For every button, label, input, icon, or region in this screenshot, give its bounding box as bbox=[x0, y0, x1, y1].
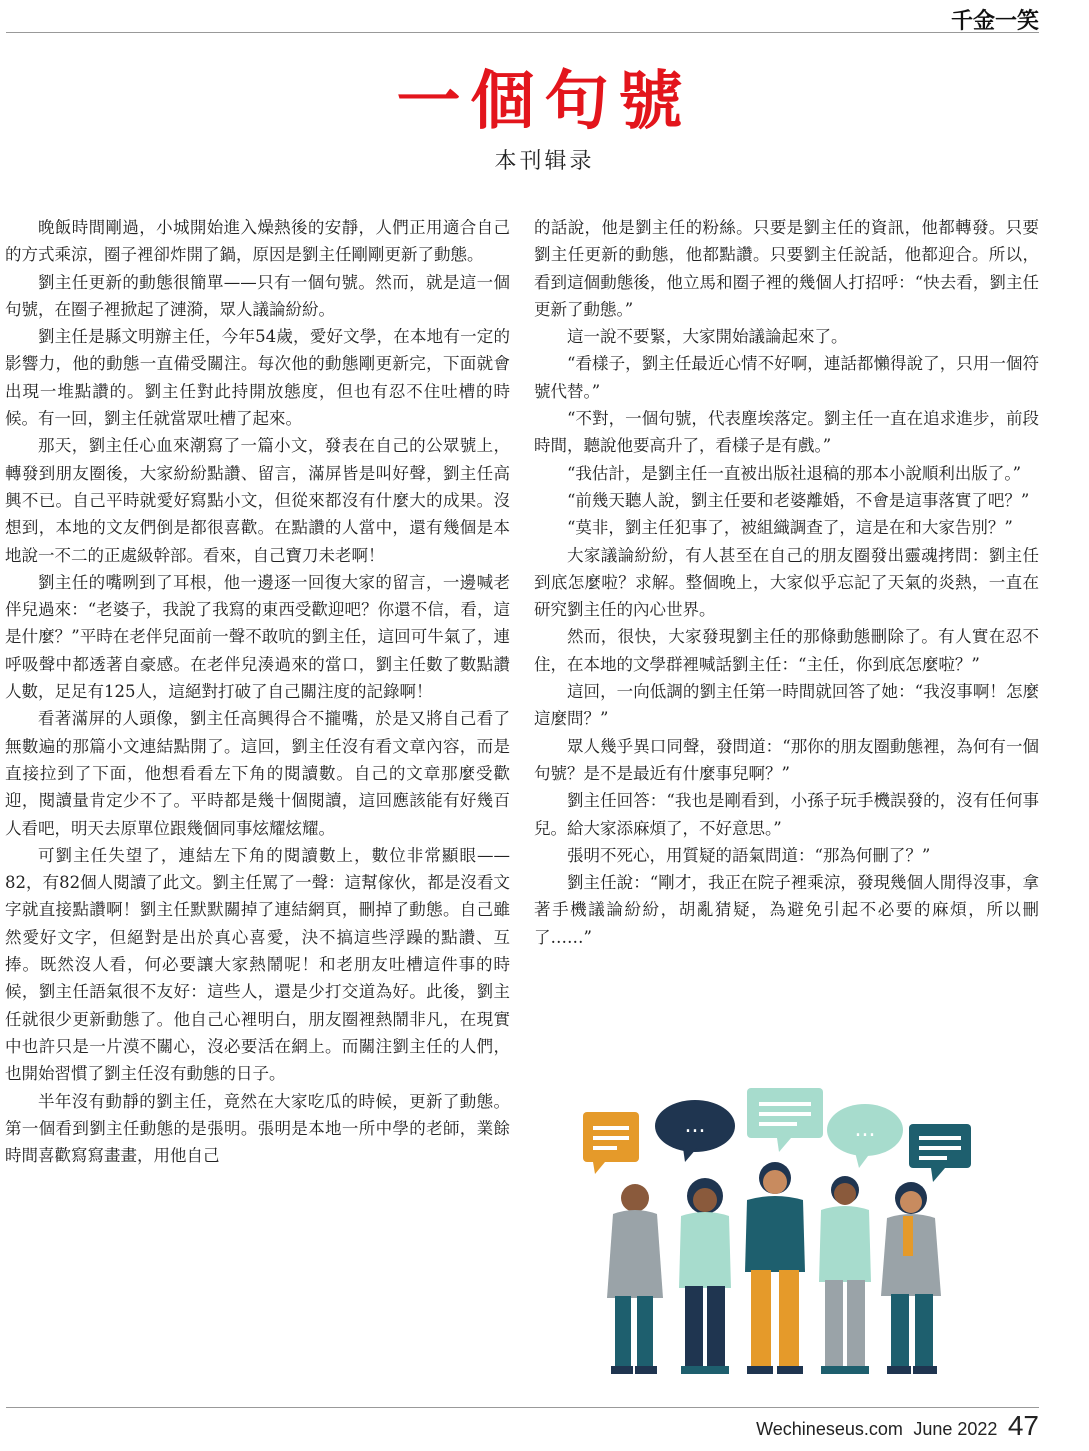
section-tag: 千金一笑 bbox=[950, 8, 1039, 34]
article-column-right bbox=[534, 214, 1039, 951]
speech-bubble-icon bbox=[909, 1124, 971, 1182]
paragraph: “我估計，是劉主任一直被出版社退稿的那本小說順利出版了。” bbox=[567, 463, 1022, 483]
paragraph: 晚飯時間剛過，小城開始進入燥熱後的安靜，人們正用適合自己的方式乘涼，圈子裡卻炸開了鍋，原因是劉主任剛剛更新了動態。 bbox=[5, 218, 510, 265]
article-title: 一個句號 bbox=[396, 65, 693, 139]
speech-bubble-icon bbox=[583, 1112, 639, 1174]
paragraph: “看樣子，劉主任最近心情不好啊，連話都懶得說了，只用一個符號代替。” bbox=[534, 354, 1039, 401]
paragraph: 那天，劉主任心血來潮寫了一篇小文，發表在自己的公眾號上，轉發到朋友圈後，大家紛紛點讚、留言，滿屏皆是叫好聲，劉主任高興不已。自己平時就愛好寫點小文，但從來都沒有什麼大的成果。沒想到，本地的文友們倒是都很喜歡。在點讚的人當中，還有幾個是本地說一不二的正處級幹部。看來，自己寶刀未老啊！ bbox=[5, 436, 510, 565]
paragraph: 然而，很快，大家發現劉主任的那條動態刪除了。有人實在忍不住，在本地的文學群裡喊話劉主任：“主任，你到底怎麼啦？” bbox=[534, 627, 1039, 674]
article-column-left bbox=[5, 214, 510, 1169]
page-number: 47 bbox=[1007, 1410, 1039, 1441]
paragraph: 張明不死心，用質疑的語氣問道：“那為何刪了？” bbox=[567, 845, 931, 865]
paragraph: 半年沒有動靜的劉主任，竟然在大家吃瓜的時候，更新了動態。第一個看到劉主任動態的是張明。張明是本地一所中學的老師，業餘時間喜歡寫寫畫畫，用他自己 bbox=[5, 1091, 510, 1166]
person-figure bbox=[881, 1182, 941, 1374]
paragraph: 劉主任說：“剛才，我正在院子裡乘涼，發現幾個人閒得沒事，拿著手機議論紛紛，胡亂猜疑，為避免引起不必要的麻煩，所以刪了……” bbox=[534, 873, 1039, 947]
person-figure bbox=[745, 1162, 805, 1374]
paragraph: 劉主任更新的動態很簡單——只有一個句號。然而，就是這一個句號，在圈子裡掀起了漣漪，眾人議論紛紛。 bbox=[5, 272, 510, 319]
paragraph: “前幾天聽人說，劉主任要和老婆離婚，不會是這事落實了吧？” bbox=[567, 490, 1030, 510]
paragraph: 劉主任回答：“我也是剛看到，小孫子玩手機誤發的，沒有任何事兒。給大家添麻煩了，不好意思。” bbox=[534, 791, 1039, 838]
top-divider bbox=[6, 32, 1039, 33]
page-footer bbox=[756, 1410, 1039, 1442]
person-figure bbox=[819, 1176, 871, 1374]
byline: 本刊辑录 bbox=[494, 149, 595, 174]
paragraph: 劉主任是縣文明辦主任，今年54歲，愛好文學，在本地有一定的影響力，他的動態一直備受關注。每次他的動態剛更新完，下面就會出現一堆點讚的。劉主任對此持開放態度，但也有忍不住吐槽的時候。有一回，劉主任就當眾吐槽了起來。 bbox=[5, 327, 510, 429]
paragraph: 可劉主任失望了，連結左下角的閱讀數上，數位非常顯眼——82，有82個人閱讀了此文。劉主任罵了一聲：這幫傢伙，都是沒看文字就直接點讚啊！劉主任默默關掉了連結網頁，刪掉了動態。自己雖然愛好文字，但絕對是出於真心喜愛，決不搞這些浮躁的點讚、互捧。既然沒人看，何必要讓大家熱鬧呢！和老朋友吐槽這件事的時候，劉主任語氣很不友好：這些人，還是少打交道為好。此後，劉主任就很少更新動態了。他自己心裡明白，朋友圈裡熱鬧非凡，在現實中也許只是一片漠不關心，沒必要活在網上。而關注劉主任的人們，也開始習慣了劉主任沒有動態的日子。 bbox=[5, 845, 510, 1084]
paragraph: 這一說不要緊，大家開始議論起來了。 bbox=[567, 327, 848, 347]
bubble-dots: ... bbox=[684, 1113, 706, 1138]
paragraph: 眾人幾乎異口同聲，發問道：“那你的朋友圈動態裡，為何有一個句號？是不是最近有什麼事兒啊？” bbox=[534, 736, 1039, 783]
paragraph-continued: 的話說，他是劉主任的粉絲。只要是劉主任的資訊，他都轉發。只要劉主任更新的動態，他都點讚。只要劉主任說話，他都迎合。所以，看到這個動態後，他立馬和圈子裡的幾個人打招呼：“快去看，劉主任更新了動態。” bbox=[534, 218, 1039, 319]
paragraph: 大家議論紛紛，有人甚至在自己的朋友圈發出靈魂拷問：劉主任到底怎麼啦？求解。整個晚上，大家似乎忘記了天氣的炎熱，一直在研究劉主任的內心世界。 bbox=[534, 545, 1039, 620]
paragraph: 這回，一向低調的劉主任第一時間就回答了她：“我沒事啊！怎麼這麼問？” bbox=[534, 682, 1039, 729]
bottom-divider bbox=[6, 1407, 1039, 1408]
person-figure bbox=[679, 1178, 731, 1374]
speech-bubble-icon bbox=[747, 1088, 823, 1152]
speech-bubble-icon bbox=[655, 1100, 735, 1162]
paragraph: “不對，一個句號，代表塵埃落定。劉主任一直在追求進步，前段時間，聽說他要高升了，看樣子是有戲。” bbox=[534, 409, 1039, 456]
paragraph: “莫非，劉主任犯事了，被組織調查了，這是在和大家告別？” bbox=[567, 518, 1013, 538]
paragraph: 看著滿屏的人頭像，劉主任高興得合不攏嘴，於是又將自己看了無數遍的那篇小文連結點開了。這回，劉主任沒有看文章內容，而是直接拉到了下面，他想看看左下角的閱讀數。自己的文章那麼受歡迎，閱讀量肯定少不了。平時都是幾十個閱讀，這回應該能有好幾百人看吧，明天去原單位跟幾個同事炫耀炫耀。 bbox=[5, 709, 510, 838]
footer-site: Wechineseus.com bbox=[756, 1419, 903, 1439]
people-chatting-illustration bbox=[565, 1082, 985, 1382]
paragraph: 劉主任的嘴咧到了耳根，他一邊逐一回復大家的留言，一邊喊老伴兒過來：“老婆子，我說了我寫的東西受歡迎吧？你還不信，看，這是什麼？”平時在老伴兒面前一聲不敢吭的劉主任，這回可牛氣了，連呼吸聲中都透著自豪感。在老伴兒湊過來的當口，劉主任數了數點讚人數，足足有125人，這絕對打破了自己關注度的記錄啊！ bbox=[5, 572, 510, 702]
bubble-dots: ... bbox=[854, 1117, 876, 1142]
footer-date: June 2022 bbox=[913, 1419, 998, 1439]
person-figure bbox=[607, 1184, 663, 1374]
speech-bubble-icon bbox=[827, 1104, 903, 1168]
